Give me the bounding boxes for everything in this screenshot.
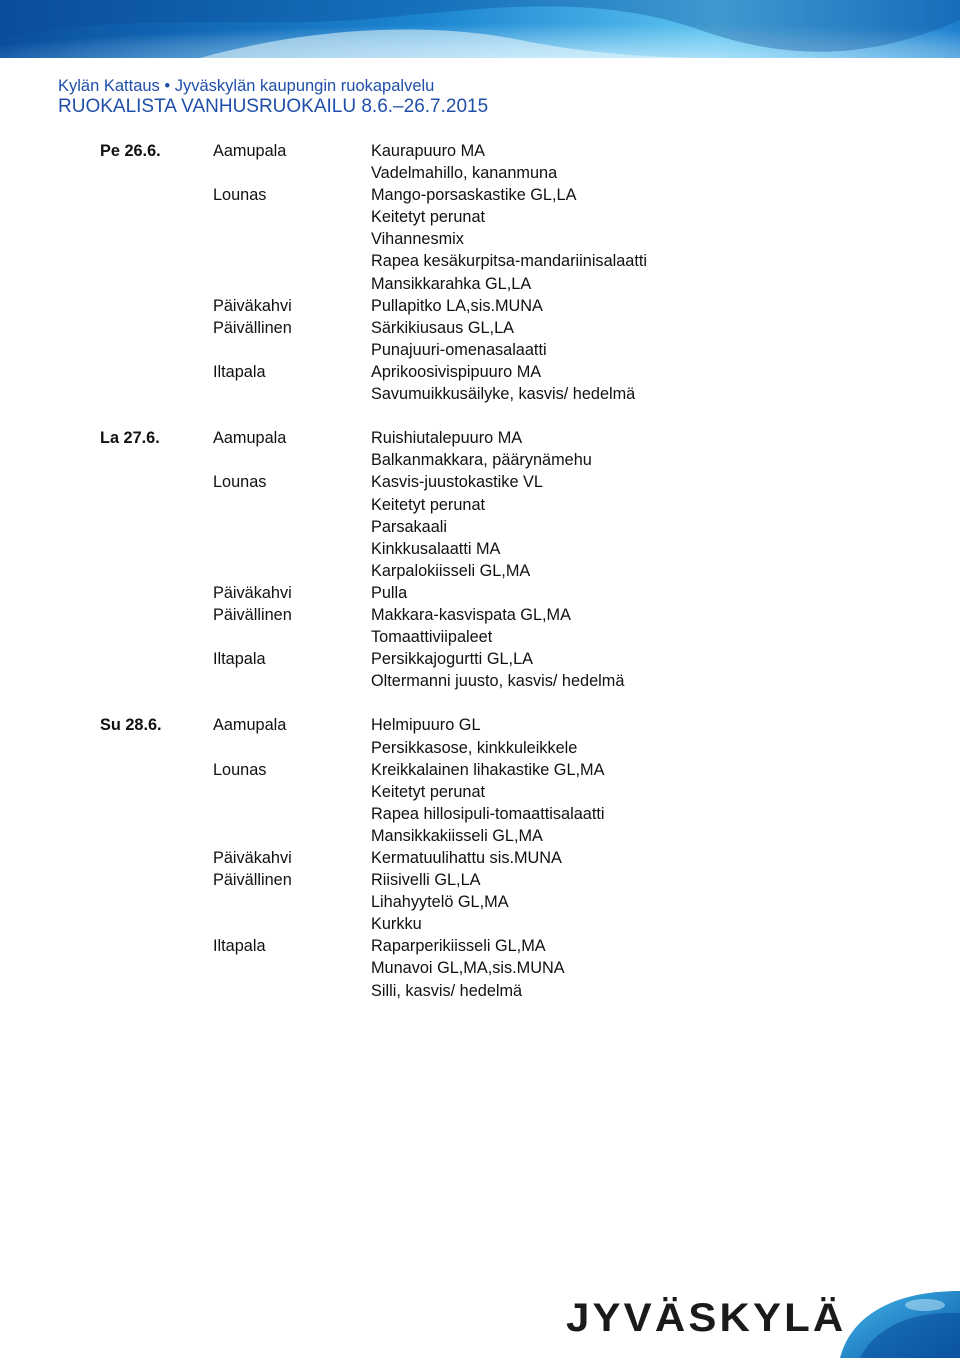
dish-item: Kermatuulihattu sis.MUNA [371,849,562,867]
menu-row [100,626,920,648]
dish-item: Balkanmakkara, päärynämehu [371,451,592,470]
menu-row [100,516,920,538]
dish-item: Mansikkakiisseli GL,MA [371,826,543,845]
dish-item: Parsakaali [371,517,448,536]
menu-row [100,825,920,847]
dish-item: Kurkku [371,915,422,934]
jyvaskyla-logo: JYVÄSKYLÄ [566,1296,847,1340]
dish-item: Raparperikiisseli GL,MA [371,937,546,956]
dish-item: Tomaattiviipaleet [371,628,493,647]
dish-item: Riisivelli GL,LA [371,871,481,890]
menu-row [100,980,920,1002]
menu-row [100,957,920,979]
day-date: Pe 26.6. [100,142,161,160]
menu-row [100,560,920,582]
dish-item: Makkara-kasvispata GL,MA [371,605,571,624]
dish-item: Pulla [371,583,408,602]
menu-row [100,140,920,162]
meal-label: Päiväkahvi [213,583,292,602]
menu-row [100,670,920,692]
menu-row [100,184,920,206]
menu-row [100,361,920,383]
meal-label: Päiväkahvi [213,849,292,867]
meal-label: Lounas [213,186,267,205]
dish-item: Vadelmahillo, kananmuna [371,164,558,183]
day-block [100,427,920,692]
dish-item: Mansikkarahka GL,LA [371,274,532,293]
menu-row [100,317,920,339]
dish-item: Rapea hillosipuli-tomaattisalaatti [371,804,605,823]
dish-item: Särkikiusaus GL,LA [371,318,514,337]
meal-label: Päivällinen [213,871,292,890]
dish-item: Munavoi GL,MA,sis.MUNA [371,959,565,978]
dish-item: Silli, kasvis/ hedelmä [371,981,523,1000]
menu-row [100,250,920,272]
dish-item: Lihahyytelö GL,MA [371,893,509,912]
dish-item: Keitetyt perunat [371,495,486,514]
meal-label: Aamupala [213,429,287,448]
day-spacer [100,405,920,427]
menu-row [100,273,920,295]
dish-item: Persikkajogurtti GL,LA [371,650,533,669]
menu-title: RUOKALISTA VANHUSRUOKAILU 8.6.–26.7.2015 [58,96,489,117]
menu-row [100,714,920,736]
logo-swoosh-icon [820,1283,960,1358]
dish-item: Ruishiutalepuuro MA [371,429,523,448]
dish-item: Persikkasose, kinkkuleikkele [371,738,578,757]
menu-row [100,339,920,361]
menu-row [100,759,920,781]
day-date: La 27.6. [100,429,160,448]
dish-item: Kasvis-juustokastike VL [371,473,543,492]
menu-row [100,737,920,759]
dish-item: Kreikkalainen lihakastike GL,MA [371,760,605,779]
menu-row [100,913,920,935]
menu-row [100,162,920,184]
menu-row [100,935,920,957]
meal-label: Iltapala [213,362,266,381]
meal-label: Iltapala [213,650,266,669]
day-spacer [100,692,920,714]
meal-label: Päivällinen [213,318,292,337]
meal-label: Aamupala [213,716,287,735]
menu-row [100,803,920,825]
meal-label: Päiväkahvi [213,296,292,315]
menu-row [100,383,920,405]
header-banner [0,0,960,58]
menu-row [100,228,920,250]
menu-row [100,604,920,626]
meal-label: Aamupala [213,142,287,160]
dish-item: Kaurapuuro MA [371,142,486,160]
dish-item: Rapea kesäkurpitsa-mandariinisalaatti [371,252,648,271]
menu-row [100,847,920,869]
menu-list [100,140,920,1002]
menu-row [100,781,920,803]
menu-row [100,471,920,493]
meal-label: Päivällinen [213,605,292,624]
menu-row [100,427,920,449]
dish-item: Keitetyt perunat [371,208,486,227]
menu-row [100,869,920,891]
menu-row [100,648,920,670]
dish-item: Savumuikkusäilyke, kasvis/ hedelmä [371,385,636,404]
dish-item: Keitetyt perunat [371,782,486,801]
banner-graphic [0,0,960,58]
dish-item: Karpalokiisseli GL,MA [371,561,531,580]
day-date: Su 28.6. [100,716,162,735]
meal-label: Lounas [213,760,267,779]
dish-item: Pullapitko LA,sis.MUNA [371,296,543,315]
dish-item: Vihannesmix [371,230,464,249]
menu-row [100,206,920,228]
day-block [100,140,920,405]
menu-row [100,582,920,604]
meal-label: Lounas [213,473,267,492]
dish-item: Aprikoosivispipuuro MA [371,362,542,381]
meal-label: Iltapala [213,937,266,956]
menu-row [100,891,920,913]
menu-row [100,449,920,471]
dish-item: Oltermanni juusto, kasvis/ hedelmä [371,672,625,691]
organization-line: Kylän Kattaus • Jyväskylän kaupungin ruokapalvelu [58,77,435,95]
dish-item: Mango-porsaskastike GL,LA [371,186,577,205]
menu-row [100,494,920,516]
dish-item: Helmipuuro GL [371,716,481,735]
menu-row [100,295,920,317]
dish-item: Kinkkusalaatti MA [371,539,501,558]
dish-item: Punajuuri-omenasalaatti [371,340,547,359]
day-block [100,714,920,1001]
document-header [58,76,488,118]
menu-row [100,538,920,560]
